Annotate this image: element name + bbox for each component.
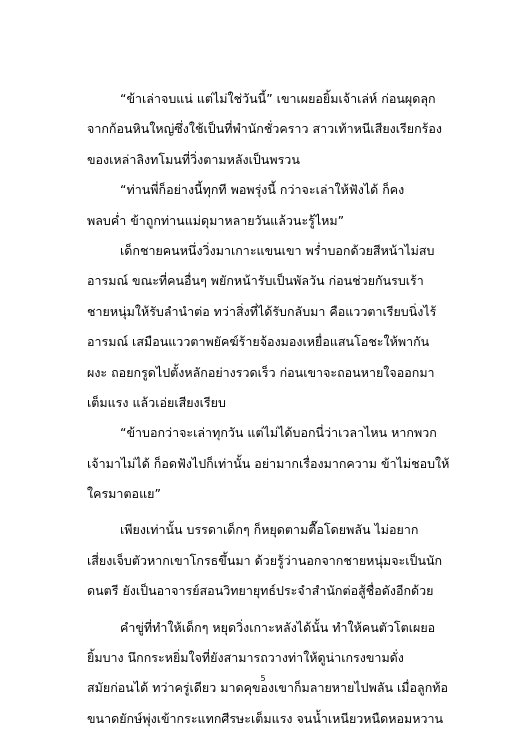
text-line: “ข้าเล่าจบแน่ แต่ไม่ใช่วันนี้” เขาเผยอยิ้มเจ้าเล่ห์ ก่อนผุดลุก <box>120 91 436 106</box>
body-text <box>87 84 457 734</box>
text-line: “ข้าบอกว่าจะเล่าทุกวัน แต่ไม่ได้บอกนี่ว่าเวลาไหน หากพวก <box>120 425 437 441</box>
text-line: ชายหนุ่มให้รับลำนำต่อ ทว่าสิ่งที่ได้รับกลับมา คือแววตาเรียบนิ่งไร้ <box>87 303 437 319</box>
text-line: อารมณ์ ขณะที่คนอื่นๆ พยักหน้ารับเป็นพัลวัน ก่อนช่วยกันรบเร้า <box>87 273 424 289</box>
text-line: ยิ้มบาง นึกกระหยิ่มใจที่ยังสามารถวางท่าให้ดูน่าเกรงขามดั่ง <box>87 650 404 666</box>
text-line: ของเหล่าลิงทโมนที่วิ่งตามหลังเป็นพรวน <box>87 151 300 167</box>
text-line: จากก้อนหินใหญ่ซึ่งใช้เป็นที่พำนักชั่วคราว สาวเท้าหนีเสียงเรียกร้อง <box>87 121 442 137</box>
text-line: เพียงเท่านั้น บรรดาเด็กๆ ก็หยุดตามตื๊อโดยพลัน ไม่อยาก <box>120 522 419 538</box>
text-line: อารมณ์ เสมือนแววตาพยัคฆ์ร้ายจ้องมองเหยื่อแสนโอชะให้พากัน <box>87 334 430 350</box>
text-line: พลบค่ำ ข้าถูกท่านแม่ดุมาหลายวันแล้วนะรู้ไหม” <box>87 212 345 228</box>
text-line: คำขู่ที่ทำให้เด็กๆ หยุดวิ่งเกาะหลังได้นั้น ทำให้คนตัวโตเผยอ <box>120 619 436 635</box>
text-line: ดนตรี ยังเป็นอาจารย์สอนวิทยายุทธ์ประจำสำนักต่อสู้ชื่อดังอีกด้วย <box>87 583 434 599</box>
text-line: ผงะ ถอยกรูดไปตั้งหลักอย่างรวดเร็ว ก่อนเขาจะถอนหายใจออกมา <box>87 364 435 380</box>
page-number: 5 <box>260 674 266 683</box>
text-line: ใครมาตอแย” <box>87 486 161 502</box>
text-line: เสี่ยงเจ็บตัวหากเขาโกรธขึ้นมา ด้วยรู้ว่านอกจากชายหนุ่มจะเป็นนัก <box>87 552 443 568</box>
text-line: เด็กชายคนหนึ่งวิ่งมาเกาะแขนเขา พร่ำบอกด้วยสีหน้าไม่สบ <box>120 242 435 258</box>
text-line: สมัยก่อนได้ ทว่าครู่เดียว มาดคุของเขาก็มลายหายไปพลัน เมื่อลูกท้อ <box>87 680 449 696</box>
text-line: เต็มแรง แล้วเอ่ยเสียงเรียบ <box>87 394 226 410</box>
text-line: ขนาดยักษ์พุ่งเข้ากระแทกศีรษะเต็มแรง จนน้ำเหนียวหนืดหอมหวาน <box>87 710 444 726</box>
text-line: “ท่านพี่ก็อย่างนี้ทุกที พอพรุ่งนี้ กว่าจะเล่าให้ฟังได้ ก็คง <box>120 182 405 198</box>
text-line: เจ้ามาไม่ได้ ก็อดฟังไปก็เท่านั้น อย่ามากเรื่องมากความ ข้าไม่ชอบให้ <box>87 455 450 471</box>
